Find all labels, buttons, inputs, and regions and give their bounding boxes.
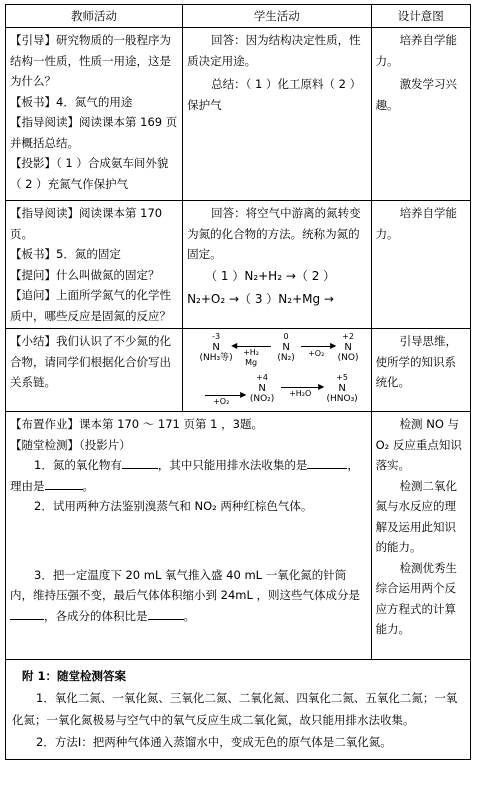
- nitrogen-valence-chain: [183, 329, 370, 411]
- node-n-plus4: +4 N (NO₂): [249, 373, 275, 404]
- intent-line: 检测 NO 与 O₂ 反应重点知识落实。: [375, 417, 462, 472]
- teacher-line: 【指导阅读】阅读课本第 170 页。: [10, 206, 163, 241]
- intent-line: 检测优秀生综合运用两个反应方程式的计算能力。: [375, 560, 458, 636]
- arrow-right: [205, 395, 245, 396]
- intent-line: 培养自学能力。: [375, 206, 458, 241]
- node-n-minus3: -3 N (NH₃等): [199, 332, 233, 363]
- intent-cell: [371, 412, 470, 660]
- teacher-cell: [6, 201, 183, 329]
- row-homework-check: [6, 412, 471, 660]
- answer-blank[interactable]: [148, 619, 184, 620]
- intent-line: 引导思维，使所学的知识系统化。: [375, 334, 458, 389]
- row-nitrogen-use: [6, 28, 471, 201]
- header-student: 学生活动: [183, 5, 371, 28]
- answer-blank[interactable]: [45, 489, 83, 490]
- teacher-line: 【板书】4．氮气的用途: [10, 94, 133, 109]
- intent-cell: [371, 329, 470, 412]
- teacher-line: 【引导】研究物质的一般程序为结构一性质，性质一用途，这是为什么？: [10, 33, 171, 88]
- arrowhead-right: ▶: [240, 390, 247, 399]
- teacher-line: 【指导阅读】阅读课本第 169 页并概括总结。: [10, 115, 178, 150]
- student-cell: [183, 201, 371, 329]
- header-teacher: 教师活动: [6, 5, 183, 28]
- arrow-right: [281, 387, 323, 388]
- arrowhead-right: ▶: [318, 382, 325, 391]
- appendix-title: 附 1：随堂检测答案: [22, 669, 127, 683]
- node-n-plus5: +5 N (HNO₃): [326, 373, 358, 404]
- arrowhead-right: ▶: [330, 341, 337, 350]
- header-intent: 设计意图: [371, 5, 470, 28]
- check-heading: 【随堂检测】（投影片）: [10, 437, 131, 452]
- question-2: 2．试用两种方法鉴别溴蒸气和 NO₂ 两种红棕色气体。: [34, 499, 313, 513]
- intent-cell: [371, 201, 470, 329]
- appendix-cell: [6, 660, 471, 760]
- teacher-line: 【提问】什么叫做氮的固定？: [10, 267, 160, 282]
- lesson-table: [5, 4, 471, 760]
- intent-cell: [371, 28, 470, 201]
- row-summary: [6, 329, 471, 412]
- answer-blank[interactable]: [122, 468, 158, 469]
- answer-blank[interactable]: [307, 468, 347, 469]
- teacher-cell: [6, 28, 183, 201]
- answer-blank[interactable]: [10, 619, 44, 620]
- node-n-plus2: +2 N (NO): [337, 332, 359, 363]
- label-add-h2: +H₂: [243, 348, 260, 357]
- node-n-zero: 0 N (N₂): [277, 332, 295, 363]
- intent-line: 检测二氧化氮与水反应的理解及运用此知识的能力。: [375, 478, 458, 554]
- label-mg: Mg: [245, 358, 258, 367]
- question-1-reason: 理由是 。: [10, 478, 94, 493]
- homework-cell: [6, 412, 372, 660]
- appendix-answer-2: 2．方法Ⅰ：把两种气体通入蒸馏水中，变成无色的原气体是二氧化氮。: [36, 735, 392, 749]
- label-add-o2: +O₂: [308, 349, 325, 358]
- student-line: 回答：因为结构决定性质，性质决定用途。: [187, 33, 361, 68]
- row-nitrogen-fixation: [6, 201, 471, 329]
- teacher-line: 【板书】5．氮的固定: [10, 247, 121, 261]
- appendix-row: [6, 660, 471, 760]
- arrow-left: [233, 346, 271, 347]
- student-line: 总结：（ 1 ）化工原料（ 2 ）保护气: [187, 77, 362, 112]
- arrowhead-left: ◀: [231, 341, 238, 350]
- intent-line: 培养自学能力。: [375, 33, 458, 68]
- student-answer: 回答：将空气中游离的氮转变为氮的化合物的方法。统称为氮的固定。: [187, 206, 361, 261]
- homework-line: 【布置作业】课本第 170 ～ 171 页第 1 ，3题。: [10, 417, 263, 431]
- reaction-line-1: （ 1 ）N₂+H₂ →（ 2 ）: [205, 268, 336, 283]
- intent-line: 激发学习兴趣。: [375, 77, 458, 112]
- student-cell: [183, 28, 371, 201]
- teacher-cell: [6, 329, 183, 412]
- header-row: [6, 5, 471, 28]
- label-add-o2: +O₂: [213, 397, 230, 406]
- teacher-line: 【投影】（ 1 ）合成氨车间外貌（ 2 ）充氮气作保护气: [10, 156, 169, 191]
- teacher-line: 【小结】我们认识了不少氮的化合物，请同学们根据化合价写出关系链。: [10, 334, 171, 389]
- question-3: 3．把一定温度下 20 mL 氧气推入盛 40 mL 一氧化氮的针筒内，维持压强不变，最后气体体积缩小到 24mL ，则这些气体成分是，各成分的体积比是 。: [10, 567, 361, 623]
- question-1: 1．氮的氧化物有 ，其中只能用排水法收集的是 ，: [34, 458, 359, 472]
- chem-chain-cell: [183, 329, 371, 412]
- reaction-line-2: N₂+O₂ →（ 3 ）N₂+Mg →: [187, 291, 334, 306]
- appendix-answer-1: 1．氧化二氮、一氧化氮、三氧化二氮、二氧化氮、四氧化二氮、五氧化二氮；一氧化氮；一氧化氮极易与空气中的氧气反应生成二氧化氮，故只能用排水法收集。: [12, 691, 458, 727]
- label-add-h2o: +H₂O: [289, 389, 312, 398]
- teacher-line: 【追问】上面所学氮气的化学性质中，哪些反应是固氮的反应？: [10, 288, 171, 323]
